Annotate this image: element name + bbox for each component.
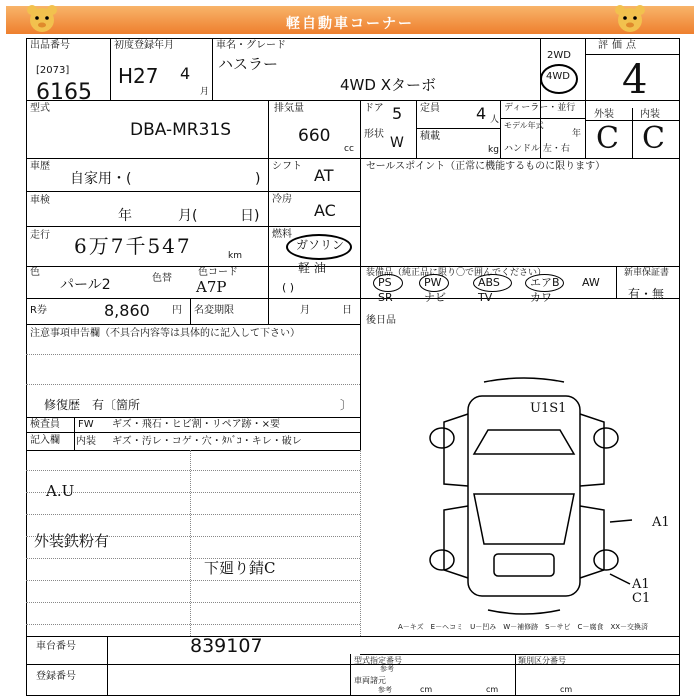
displacement-value: 660 <box>298 126 331 146</box>
drive-2wd-label: 2WD <box>547 50 571 61</box>
diagram-mark-c1-rear: C1 <box>632 591 651 606</box>
equipment-circle-0 <box>373 274 403 292</box>
mileage-value: 6万7千547 <box>74 234 192 258</box>
color-change-label: 色替 <box>152 273 172 284</box>
equipment-item-0: PS <box>378 276 392 289</box>
dealer-label: ディーラー・並行 <box>504 103 576 113</box>
aircon-value: AC <box>314 201 336 220</box>
equipment-circle-3 <box>525 274 564 292</box>
vehicle-size-label: 車両諸元 <box>354 676 386 685</box>
equipment-item-1: PW <box>424 276 442 289</box>
repair-history-close: 〕 <box>340 398 353 412</box>
recycle-label: R券 <box>30 305 47 316</box>
std-number-note: 参考 <box>380 665 394 673</box>
std-number-label: 型式指定番号 <box>354 656 402 665</box>
color-label: 色 <box>30 267 40 278</box>
recycle-value: 8,860 <box>104 301 150 320</box>
load-label: 積載 <box>420 131 440 142</box>
aircon-label: 冷房 <box>272 194 292 205</box>
model-label: 車名・グレード <box>216 40 286 51</box>
inspection-label: 車検 <box>30 195 50 206</box>
inspector-label: 検査員 <box>30 419 60 430</box>
handle-label: ハンドル 左・右 <box>504 144 570 154</box>
interior-grade-label: 内装 <box>640 109 660 120</box>
model-year-unit: 年 <box>572 129 582 139</box>
equipment-label: 装備品（純正品に限り〇で囲んでください） <box>366 268 547 278</box>
capacity-label: 定員 <box>420 103 440 114</box>
interior-check-label: 内装 <box>76 436 96 447</box>
inspection-year-unit: 年 <box>118 208 132 224</box>
equipment-item-7: TV <box>478 291 493 304</box>
name-change-label: 名変期限 <box>194 305 234 316</box>
equipment-item-8: カワ <box>530 291 552 304</box>
note-line-rust: 下廻り錆C <box>204 559 276 577</box>
equipment-item-5: SR <box>378 291 393 304</box>
doors-shape: W <box>390 135 404 151</box>
first-reg-label: 初度登録年月 <box>114 40 174 51</box>
color-code-label: 色コード <box>198 267 238 278</box>
shift-label: シフト <box>272 161 302 172</box>
damage-legend: A－キズ E－ヘコミ U－凹み W－補修跡 S－サビ C－腐食 XX－交換済 <box>398 623 649 631</box>
header-title: 軽自動車コーナー <box>286 16 414 32</box>
diagram-mark-a1-rear: A1 <box>632 577 650 592</box>
name-change-month: 月 <box>300 305 310 316</box>
note-line-au: A.U <box>46 482 75 500</box>
model-code-value: DBA-MR31S <box>130 120 232 140</box>
doors-label: ドア <box>364 103 384 114</box>
interior-check-items: ギズ・汚レ・コゲ・穴・ﾀﾊﾞｺ・キレ・破レ <box>112 436 302 447</box>
lot-label: 出品番号 <box>30 40 70 51</box>
score-value: 4 <box>622 57 648 103</box>
history-close: ) <box>255 171 261 187</box>
fuel-value2: 軽 油 <box>298 261 326 275</box>
fuel-label: 燃料 <box>272 229 292 240</box>
model-code-label: 型式 <box>30 103 50 114</box>
registration-label: 登録番号 <box>36 671 76 682</box>
fw-items: ギズ・飛石・ヒビ割・リペア跡・×要 <box>112 419 280 430</box>
diagram-mark-u1s1: U1S1 <box>530 401 567 416</box>
interior-grade-value: C <box>642 121 665 156</box>
repair-history: 修復歴 有〔箇所 <box>44 398 141 412</box>
capacity-value: 4 <box>476 104 487 123</box>
drive-4wd-label: 4WD <box>546 71 570 82</box>
displacement-unit: cc <box>344 144 354 154</box>
capacity-unit: 人 <box>490 115 500 125</box>
equipment-circle-2 <box>473 274 512 292</box>
name-change-day: 日 <box>342 305 352 316</box>
inspector-sub: 記入欄 <box>30 435 60 446</box>
first-reg-month-unit: 月 <box>200 87 210 97</box>
load-unit: kg <box>488 145 499 155</box>
chassis-label: 車台番号 <box>36 641 76 652</box>
equipment-circle-1 <box>419 274 449 292</box>
note-line-iron: 外装鉄粉有 <box>34 532 110 550</box>
sales-label: セールスポイント（正常に機能するものに限ります） <box>366 161 606 172</box>
class-number-label: 類別区分番号 <box>518 656 566 665</box>
vehicle-size-note: 参考 <box>378 686 392 694</box>
diagram-mark-a1-side: A1 <box>652 515 670 530</box>
inspection-month-unit: 月( <box>178 208 198 224</box>
exterior-grade-label: 外装 <box>594 109 614 120</box>
color-value: パール2 <box>60 277 111 293</box>
rear-seat-label: 後日品 <box>366 315 396 326</box>
equipment-item-2: ABS <box>478 276 500 289</box>
recycle-unit: 円 <box>172 305 182 316</box>
mileage-unit: km <box>228 251 242 261</box>
model-name: ハスラー <box>218 55 279 73</box>
shift-value: AT <box>314 166 334 185</box>
displacement-label: 排気量 <box>274 103 304 114</box>
warranty-label: 新車保証書 <box>624 268 670 278</box>
equipment-item-3: エアB <box>530 276 560 289</box>
equipment-item-4: AW <box>582 276 600 289</box>
vehicle-size-cm-1: cm <box>420 685 433 694</box>
first-reg-year: H27 <box>118 64 159 88</box>
first-reg-month: 4 <box>180 64 191 83</box>
vehicle-size-cm-3: cm <box>560 685 573 694</box>
equipment-item-6: ナビ <box>424 291 446 304</box>
vehicle-size-cm-2: cm <box>486 685 499 694</box>
history-label: 車歴 <box>30 161 50 172</box>
car-damage-diagram <box>404 374 644 618</box>
color-code: A7P <box>196 278 227 296</box>
right-mascot-icon <box>612 4 648 36</box>
warranty-value: 有・無 <box>628 287 665 301</box>
lot-sub: [2073] <box>36 65 70 76</box>
notes-label: 注意事項申告欄（不具合内容等は具体的に記入して下さい） <box>30 328 300 339</box>
exterior-grade-value: C <box>596 121 619 156</box>
fuel-value: ガソリン <box>296 238 345 252</box>
lot-number: 6165 <box>36 80 92 105</box>
doors-shape-label: 形状 <box>364 129 384 140</box>
model-grade: 4WD Xターボ <box>340 76 436 94</box>
chassis-value: 839107 <box>190 635 263 657</box>
mileage-label: 走行 <box>30 230 50 241</box>
score-label: 評価点 <box>598 40 640 51</box>
inspection-day-unit: 日) <box>240 208 260 224</box>
model-year-label: モデル年式 <box>504 121 544 130</box>
doors-value: 5 <box>392 104 403 123</box>
fuel-paren: ( ) <box>282 281 295 294</box>
fw-label: FW <box>78 419 94 430</box>
header-bar <box>6 6 694 34</box>
left-mascot-icon <box>24 4 60 36</box>
history-value: 自家用・( <box>70 171 132 187</box>
